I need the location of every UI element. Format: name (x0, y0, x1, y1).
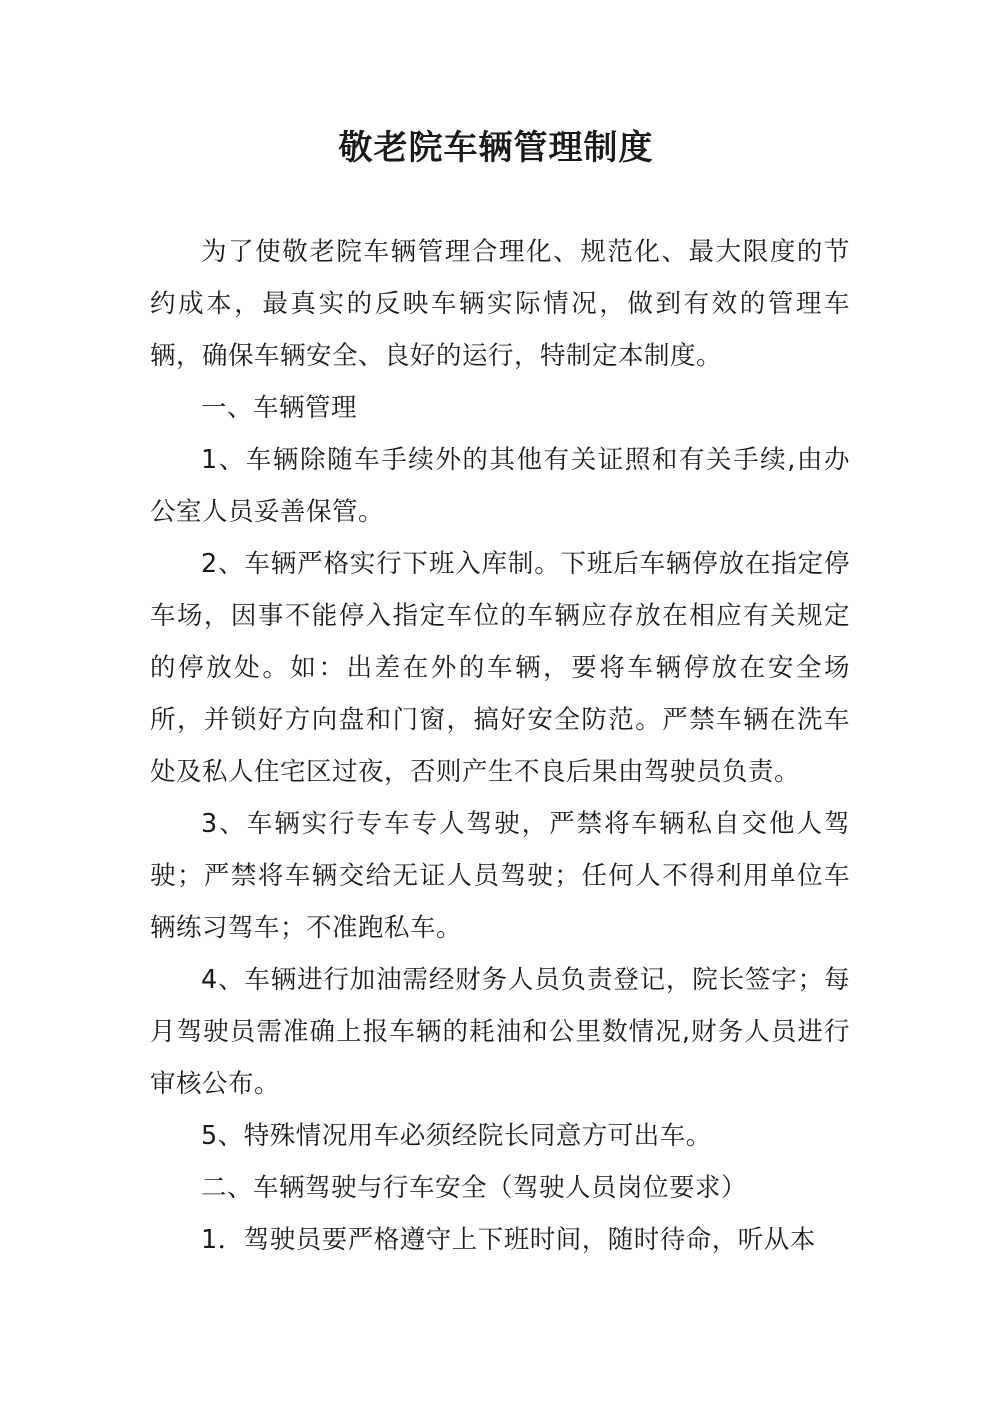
document-body (150, 226, 850, 1266)
rule-paragraph: 4、车辆进行加油需经财务人员负责登记，院长签字；每月驾驶员需准确上报车辆的耗油和公里数情况,财务人员进行审核公布。 (150, 965, 850, 1099)
rule-paragraph: 1、车辆除随车手续外的其他有关证照和有关手续,由办公室人员妥善保管。 (150, 445, 850, 527)
rule-paragraph: 1．驾驶员要严格遵守上下班时间，随时待命，听从本 (201, 1225, 816, 1255)
document-title: 敬老院车辆管理制度 (338, 128, 654, 168)
section-heading-driving-safety: 二、车辆驾驶与行车安全（驾驶人员岗位要求） (201, 1173, 748, 1203)
rule-paragraph: 3、车辆实行专车专人驾驶，严禁将车辆私自交他人驾驶；严禁将车辆交给无证人员驾驶；任何人不得利用单位车辆练习驾车；不准跑私车。 (150, 809, 850, 943)
section-heading-vehicle-management: 一、车辆管理 (201, 393, 358, 423)
rule-paragraph: 2、车辆严格实行下班入库制。下班后车辆停放在指定停车场，因事不能停入指定车位的车辆应存放在相应有关规定的停放处。如：出差在外的车辆，要将车辆停放在安全场所，并锁好方向盘和门窗，搞好安全防范。严禁车辆在洗车处及私人住宅区过夜，否则产生不良后果由驾驶员负责。 (150, 549, 850, 787)
intro-paragraph: 为了使敬老院车辆管理合理化、规范化、最大限度的节约成本，最真实的反映车辆实际情况，做到有效的管理车辆，确保车辆安全、良好的运行，特制定本制度。 (150, 237, 850, 371)
rule-paragraph: 5、特殊情况用车必须经院长同意方可出车。 (201, 1121, 712, 1151)
